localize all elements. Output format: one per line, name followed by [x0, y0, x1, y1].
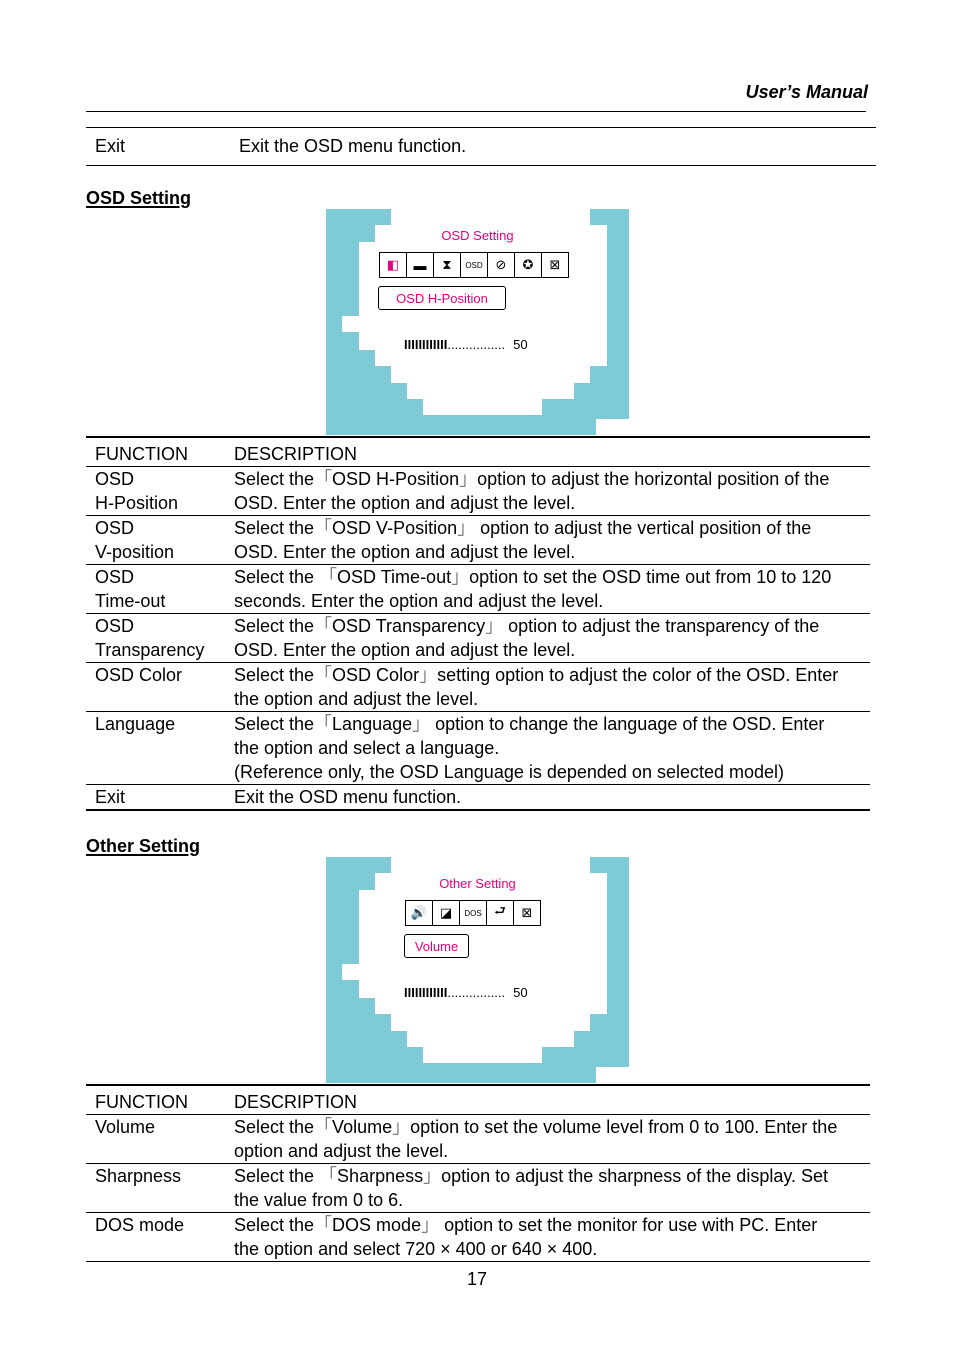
- table-row: [86, 467, 870, 516]
- other-menu-title: Other Setting: [439, 876, 516, 891]
- description-cell: [224, 565, 870, 614]
- function-cell: [86, 663, 224, 712]
- osd-color-icon: ⊘: [488, 252, 515, 278]
- description-cell: [224, 1213, 870, 1262]
- table-row: [86, 1115, 870, 1164]
- description-line: Select the 「OSD Time-out」option to set the OSD time out from 10 to 120: [234, 567, 832, 587]
- description-line: Select the「Language」 option to change the language of the OSD. Enter: [234, 714, 825, 734]
- exit-description: Exit the OSD menu function.: [239, 136, 467, 156]
- osd-menu-title: OSD Setting: [441, 228, 514, 243]
- function-line: OSD: [95, 567, 135, 587]
- level-value: 50: [513, 337, 528, 352]
- table-row: [86, 1164, 870, 1213]
- function-cell: [86, 565, 224, 614]
- description-cell: [224, 467, 870, 516]
- function-cell: [86, 467, 224, 516]
- table-row: [86, 663, 870, 712]
- description-line: OSD. Enter the option and adjust the level.: [234, 493, 576, 513]
- osd-level-bar: [404, 337, 528, 352]
- description-cell: [224, 614, 870, 663]
- function-line: Language: [95, 714, 176, 734]
- function-line: H-Position: [95, 493, 179, 513]
- table-row: [86, 565, 870, 614]
- description-line: Exit the OSD menu function.: [234, 787, 462, 807]
- other-selected-label: Volume: [404, 934, 469, 958]
- header-rule: [86, 111, 866, 112]
- table-row: [86, 712, 870, 785]
- description-line: seconds. Enter the option and adjust the level.: [234, 591, 604, 611]
- description-line: Select the「OSD Transparency」 option to adjust the transparency of the: [234, 616, 820, 636]
- osd-transparency-icon: OSD: [461, 252, 488, 278]
- other-level-bar: [404, 985, 528, 1000]
- description-cell: [224, 516, 870, 565]
- osd-section-title: OSD Setting: [86, 188, 192, 208]
- level-ticks: IIIIIIIIIIII: [404, 985, 448, 1000]
- function-line: Volume: [95, 1117, 156, 1137]
- table-row: [86, 1213, 870, 1262]
- description-line: Select the「DOS mode」 option to set the monitor for use with PC. Enter: [234, 1215, 818, 1235]
- function-line: OSD: [95, 518, 135, 538]
- dos-mode-icon: DOS: [460, 900, 487, 926]
- osd-selected-label: OSD H-Position: [378, 286, 506, 310]
- other-menu-screenshot: [326, 857, 629, 1083]
- description-line: the option and select 720 × 400 or 640 × 400.: [234, 1239, 598, 1259]
- description-cell: [224, 712, 870, 785]
- level-dots: ................: [447, 337, 506, 352]
- function-cell: [86, 785, 224, 811]
- description-line: Select the 「Sharpness」option to adjust the sharpness of the display. Set: [234, 1166, 829, 1186]
- other-icon-bar: [405, 900, 541, 926]
- description-line: the option and select a language.: [234, 738, 500, 758]
- function-line: Time-out: [95, 591, 166, 611]
- page-number: 17: [466, 1269, 488, 1289]
- table-row: [86, 785, 870, 811]
- description-cell: [224, 663, 870, 712]
- osd-timeout-icon: ⧗: [434, 252, 461, 278]
- description-line: OSD. Enter the option and adjust the level.: [234, 542, 576, 562]
- osd-vpos-icon: ▬: [407, 252, 434, 278]
- header-function: FUNCTION: [86, 1085, 224, 1115]
- description-cell: [224, 1164, 870, 1213]
- function-cell: [86, 712, 224, 785]
- header-description: DESCRIPTION: [224, 1085, 870, 1115]
- osd-icon-bar: [379, 252, 569, 278]
- sharpness-icon: ◪: [433, 900, 460, 926]
- description-line: the option and adjust the level.: [234, 689, 479, 709]
- function-line: OSD Color: [95, 665, 183, 685]
- language-icon: ✪: [515, 252, 542, 278]
- level-ticks: IIIIIIIIIIII: [404, 337, 448, 352]
- function-cell: [86, 614, 224, 663]
- osd-function-table: [86, 436, 870, 811]
- function-line: OSD: [95, 469, 135, 489]
- osd-hpos-icon: ◧: [379, 252, 407, 278]
- table-header-row: [86, 437, 870, 467]
- exit-function: Exit: [95, 136, 126, 156]
- exit-icon: ⊠: [542, 252, 569, 278]
- description-line: Select the「OSD Color」setting option to adjust the color of the OSD. Enter: [234, 665, 839, 685]
- function-line: Transparency: [95, 640, 205, 660]
- table-row: [86, 614, 870, 663]
- header-title: User’s Manual: [745, 82, 868, 102]
- description-line: Select the「Volume」option to set the volume level from 0 to 100. Enter the: [234, 1117, 838, 1137]
- header-description: DESCRIPTION: [224, 437, 870, 467]
- description-cell: [224, 785, 870, 811]
- description-line: the value from 0 to 6.: [234, 1190, 404, 1210]
- description-line: (Reference only, the OSD Language is depended on selected model): [234, 762, 785, 782]
- table-row: [86, 516, 870, 565]
- function-cell: [86, 1164, 224, 1213]
- description-cell: [224, 1115, 870, 1164]
- other-function-table: [86, 1084, 870, 1262]
- function-line: Sharpness: [95, 1166, 182, 1186]
- return-icon: ⮐: [487, 900, 514, 926]
- description-line: Select the「OSD V-Position」 option to adjust the vertical position of the: [234, 518, 812, 538]
- exit-icon: ⊠: [514, 900, 541, 926]
- description-line: OSD. Enter the option and adjust the level.: [234, 640, 576, 660]
- osd-menu-screenshot: [326, 209, 629, 435]
- volume-icon: 🔊: [405, 900, 433, 926]
- table-header-row: [86, 1085, 870, 1115]
- description-line: Select the「OSD H-Position」option to adjust the horizontal position of the: [234, 469, 830, 489]
- description-line: option and adjust the level.: [234, 1141, 449, 1161]
- level-dots: ................: [447, 985, 506, 1000]
- function-line: OSD: [95, 616, 135, 636]
- function-cell: [86, 516, 224, 565]
- function-cell: [86, 1115, 224, 1164]
- function-cell: [86, 1213, 224, 1262]
- function-line: V-position: [95, 542, 175, 562]
- other-section-title: Other Setting: [86, 836, 201, 856]
- function-line: Exit: [95, 787, 126, 807]
- header-function: FUNCTION: [86, 437, 224, 467]
- level-value: 50: [513, 985, 528, 1000]
- function-line: DOS mode: [95, 1215, 185, 1235]
- exit-row: [86, 127, 876, 166]
